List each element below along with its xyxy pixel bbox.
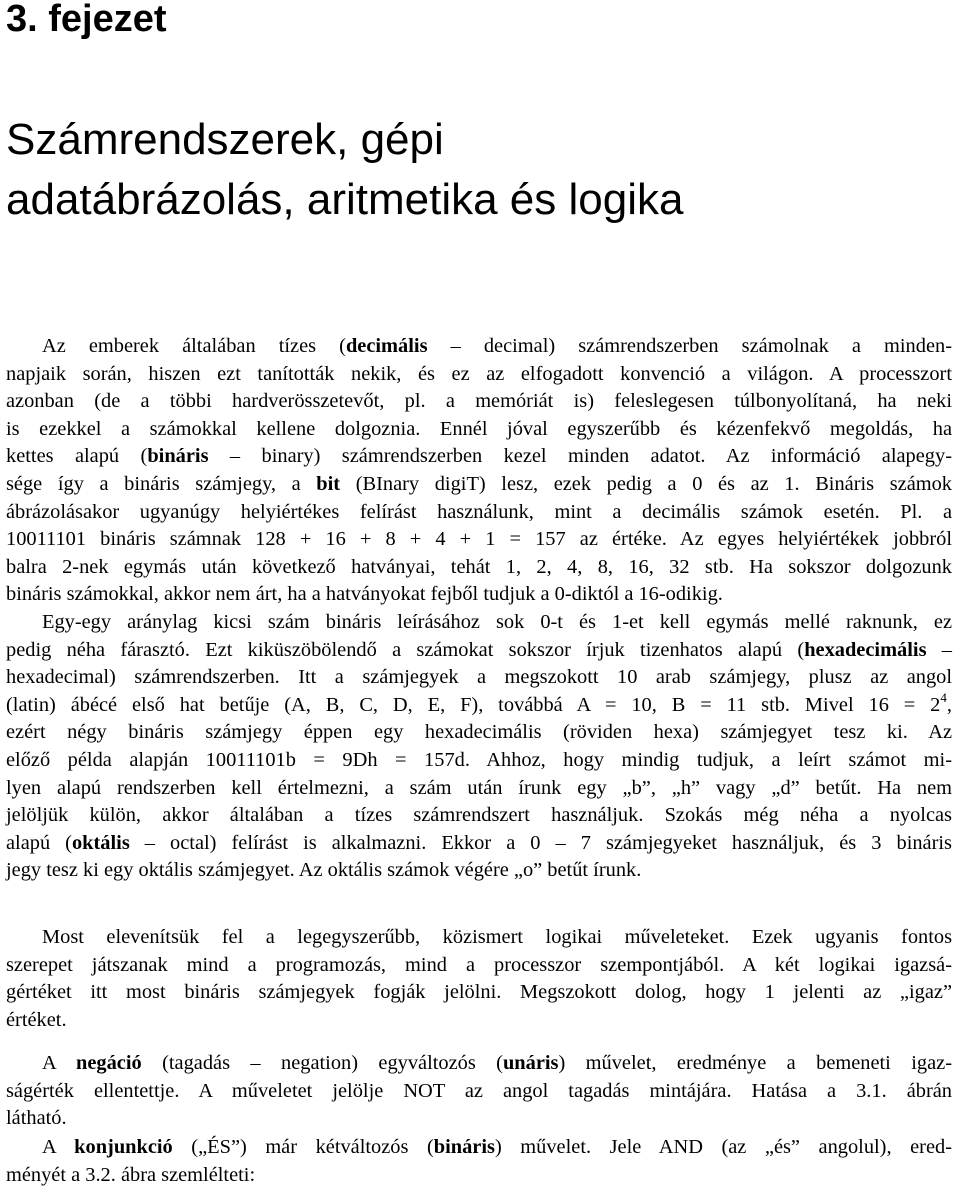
text-line: látható. (6, 1107, 67, 1130)
text-line: kettes alapú (bináris – binary) számrendszerben kezel minden adatot. Az információ alapegy- (6, 445, 952, 468)
text-line: bináris számokkal, akkor nem árt, ha a hatványokat fejből tudjuk a 0-diktól a 16-odikig. (6, 583, 723, 606)
text-line: ezért négy bináris számjegy éppen egy hexadecimális (röviden hexa) számjegyet tesz ki. Az (6, 721, 952, 744)
term-binaris: bináris (433, 1136, 495, 1158)
chapter-title-line: adatábrázolás, aritmetika és logika (6, 175, 684, 224)
term-binaris: bináris (147, 445, 209, 468)
text-line: A negáció (tagadás – negation) egyváltozós (unáris) művelet, eredménye a bemeneti igaz- (42, 1052, 952, 1074)
text-line: ságérték ellentettje. A műveletet jelölje NOT az angol tagadás mintájára. Hatása a 3.1. ábrán (6, 1079, 952, 1102)
text-line: hexadecimal) számrendszerben. Itt a számjegyek a megszokott 10 arab számjegy, plusz az angol (6, 666, 952, 689)
text-line: jegy tesz ki egy oktális számjegyet. Az oktális számok végére „o” betűt írunk. (6, 859, 642, 882)
text-line: értéket. (6, 1008, 67, 1031)
paragraph-negation (6, 1050, 952, 1133)
text-line: azonban (de a többi hardverösszetevőt, pl. a memóriát is) feleslegesen túlbonyolítaná, ha neki (6, 390, 952, 413)
text-line: A konjunkció („ÉS”) már kétváltozós (bináris) művelet. Jele AND (az „és” angolul), ered- (42, 1136, 952, 1158)
text-line: Egy-egy aránylag kicsi szám bináris leírásához sok 0-t és 1-et kell egymás mellé raknunk, ez (42, 610, 952, 633)
text-line: 10011101 bináris számnak 128 + 16 + 8 + 4 + 1 = 157 az értéke. Az egyes helyiértékek jobbról (6, 528, 952, 551)
text-line: lyen alapú rendszerben kell értelmezni, a szám után írunk egy „b”, „h” vagy „d” betűt. Ha nem (6, 776, 952, 799)
term-konjunkcio: konjunkció (74, 1136, 173, 1158)
text-line: szerepet játszanak mind a programozás, mind a processzor szempontjából. A két logikai igazsá- (6, 953, 952, 976)
text-line: sége így a bináris számjegy, a bit (BInary digiT) lesz, ezek pedig a 0 és az 1. Bináris számok (6, 472, 952, 495)
text-line: balra 2-nek egymás után következő hatványai, tehát 1, 2, 4, 8, 16, 32 stb. Ha sokszor dolgozunk (6, 555, 952, 578)
text-line: alapú (oktális – octal) felírást is alkalmazni. Ekkor a 0 – 7 számjegyeket használjuk, és 3 bináris (6, 831, 952, 854)
text-line: gértéket itt most bináris számjegyek fogják jelölni. Megszokott dolog, hogy 1 jelenti az „igaz” (6, 981, 952, 1004)
term-negacio: negáció (76, 1052, 142, 1074)
text-line: Most elevenítsük fel a legegyszerűbb, közismert logikai műveleteket. Ezek ugyanis fontos (42, 926, 952, 948)
term-hexadecimalis: hexadecimális (804, 638, 927, 661)
exponent: 4 (940, 689, 947, 705)
paragraph-logic-operations (6, 924, 952, 1034)
text-line: (latin) ábécé első hat betűje (A, B, C, D, E, F), továbbá A = 10, B = 11 stb. Mivel $16 = 2^4$, (6, 689, 952, 716)
text-line: Az emberek általában tízes (decimális – decimal) számrendszerben számolnak a minden- (42, 335, 952, 357)
chapter-title-line: Számrendszerek, gépi (6, 115, 444, 164)
text-line: előző példa alapján 10011101b = 9Dh = 157d. Ahhoz, hogy mindig tudjuk, a leírt számot mi- (6, 748, 952, 771)
text-line: ábrázolásakor ugyanúgy helyiértékes felírást használunk, mint a decimális számok esetén. Pl. a (6, 500, 952, 523)
text-line: pedig néha fárasztó. Ezt kiküszöbölendő a számokat sokszor írjuk tizenhatos alapú (hexadecimális – (6, 638, 952, 661)
text-line: jelöljük külön, akkor általában a tízes számrendszert használjuk. Szokás még néha a nyolcas (6, 804, 952, 827)
text-line: napjaik során, hiszen ezt tanították nekik, és ez az elfogadott konvenció a világon. A processzort (6, 362, 952, 385)
term-unaris: unáris (502, 1052, 559, 1074)
chapter-label: 3. fejezet (6, 0, 167, 40)
chapter-title (6, 110, 683, 230)
term-bit: bit (316, 472, 341, 495)
term-oktalis: oktális (71, 831, 130, 854)
text-line: ményét a 3.2. ábra szemlélteti: (6, 1163, 256, 1186)
text-line: is ezekkel a számokkal kellene dolgoznia. Ennél jóval egyszerűbb és kézenfekvő megoldás, ha (6, 417, 952, 440)
paragraph-conjunction (6, 1134, 952, 1189)
term-decimalis: decimális (345, 335, 428, 357)
paragraph-number-systems (6, 333, 952, 885)
